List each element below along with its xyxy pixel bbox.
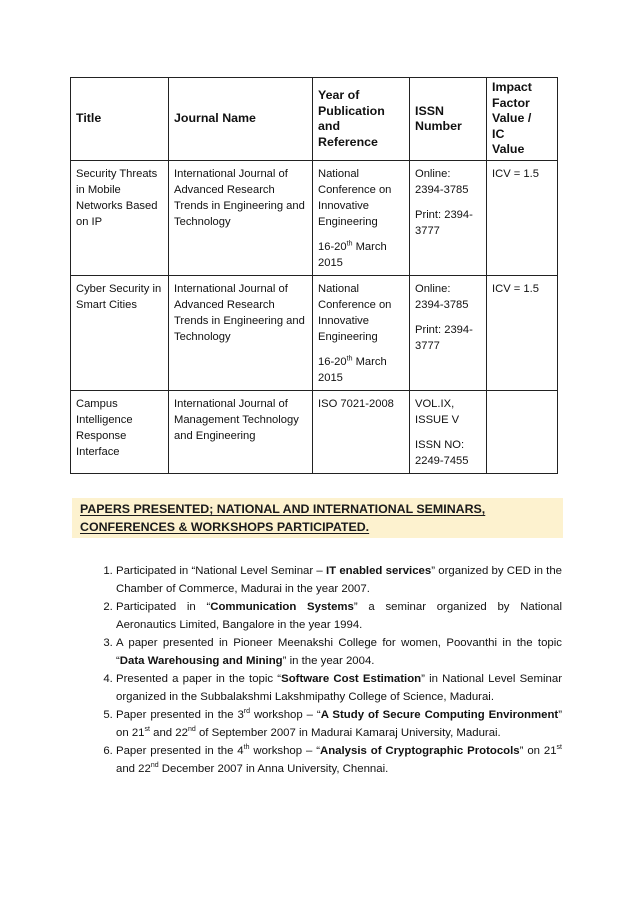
list-item: 4. Presented a paper in the topic “Software Cost Estimation” in National Level Seminar organized in the Subbalakshmi Lakshmipathy College of Science, Madurai.: [116, 670, 562, 706]
table-row: [71, 161, 558, 276]
header-title: Title: [71, 78, 169, 161]
cell-title: Security Threats in Mobile Networks Based on IP: [71, 161, 169, 276]
cell-journal: International Journal of Management Technology and Engineering: [169, 391, 313, 474]
cell-year-reference: ISO 7021-2008: [313, 391, 410, 474]
table-row: [71, 276, 558, 391]
cell-journal: International Journal of Advanced Research Trends in Engineering and Technology: [169, 161, 313, 276]
list-item: 2. Participated in “Communication Systems” a seminar organized by National Aeronautics Limited, Bangalore in the year 1994.: [116, 598, 562, 634]
cell-issn: Online: 2394-3785 Print: 2394-3777: [410, 276, 487, 391]
list-item: 5. Paper presented in the 3rd workshop – “A Study of Secure Computing Environment” on 21st and 22nd of September 2007 in Madurai Kamaraj University, Madurai.: [116, 706, 562, 742]
list-item: 1. Participated in “National Level Seminar – IT enabled services” organized by CED in the Chamber of Commerce, Madurai in the year 2007.: [116, 562, 562, 598]
cell-issn: Online: 2394-3785 Print: 2394-3777: [410, 161, 487, 276]
cell-year-reference: National Conference on Innovative Engineering 16-20th March 2015: [313, 161, 410, 276]
list-item: 3. A paper presented in Pioneer Meenakshi College for women, Poovanthi in the topic “Data Warehousing and Mining” in the year 2004.: [116, 634, 562, 670]
header-journal: Journal Name: [169, 78, 313, 161]
cell-issn: VOL.IX, ISSUE V ISSN NO: 2249-7455: [410, 391, 487, 474]
cell-impact: [487, 391, 558, 474]
cell-journal: International Journal of Advanced Research Trends in Engineering and Technology: [169, 276, 313, 391]
cell-title: Cyber Security in Smart Cities: [71, 276, 169, 391]
section-heading-line-1: PAPERS PRESENTED; NATIONAL AND INTERNATIONAL SEMINARS,: [80, 502, 486, 516]
table-header-row: [71, 78, 558, 161]
header-year: Year of Publication and Reference: [313, 78, 410, 161]
papers-list: [88, 562, 562, 778]
header-impact: Impact Factor Value / IC Value: [487, 78, 558, 161]
section-heading-line-2: CONFERENCES & WORKSHOPS PARTICIPATED.: [80, 520, 370, 534]
header-issn: ISSN Number: [410, 78, 487, 161]
list-item: 6. Paper presented in the 4th workshop – “Analysis of Cryptographic Protocols” on 21st and 22nd December 2007 in Anna University, Chennai.: [116, 742, 562, 778]
cell-title: Campus Intelligence Response Interface: [71, 391, 169, 474]
cell-impact: ICV = 1.5: [487, 161, 558, 276]
table-row: [71, 391, 558, 474]
cell-year-reference: National Conference on Innovative Engineering 16-20th March 2015: [313, 276, 410, 391]
publications-table: [70, 77, 558, 474]
cell-impact: ICV = 1.5: [487, 276, 558, 391]
section-heading: [72, 498, 563, 538]
